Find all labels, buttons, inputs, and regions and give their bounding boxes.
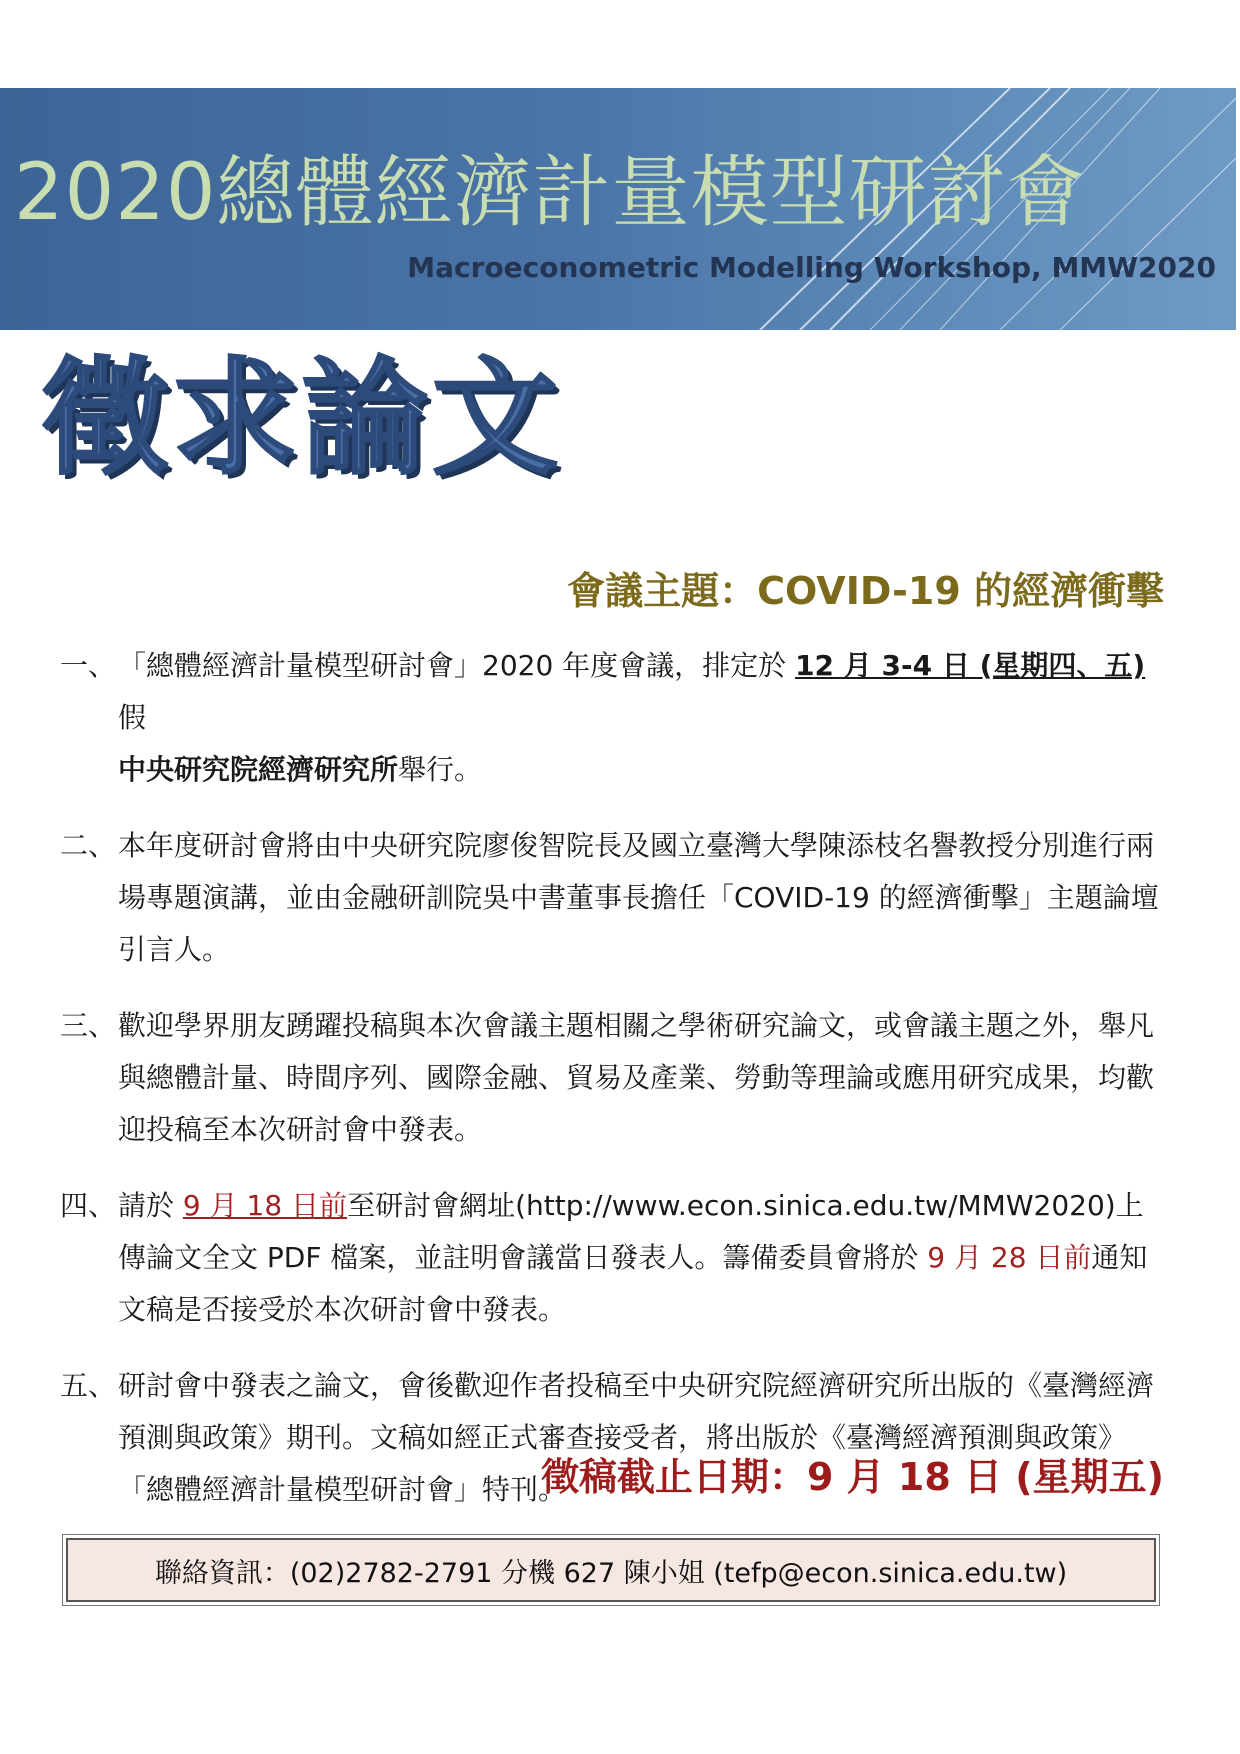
contact-info-box xyxy=(66,1538,1156,1602)
deadline-notice: 徵稿截止日期：9 月 18 日 (星期五) xyxy=(541,1455,1164,1499)
list-item xyxy=(60,1000,1166,1156)
item-text: 歡迎學界朋友踴躍投稿與本次會議主題相關之學術研究論文，或會議主題之外，舉凡與總體計量、時間序列、國際金融、貿易及產業、勞動等理論或應用研究成果，均歡迎投稿至本次研討會中發表。 xyxy=(118,1009,1155,1146)
item-text: 舉行。 xyxy=(398,753,483,786)
item-number: 四、 xyxy=(60,1189,117,1222)
announcement-list xyxy=(60,640,1166,1540)
banner-subtitle: Macroeconometric Modelling Workshop, MMW2020 xyxy=(407,251,1216,284)
notification-date: 9 月 28 日前 xyxy=(927,1241,1092,1274)
banner-title: 2020總體經濟計量模型研討會 xyxy=(14,148,1086,238)
meeting-date: 12 月 3-4 日 (星期四、五) xyxy=(795,649,1146,682)
header-banner xyxy=(0,88,1236,330)
item-text: 至研討會網址(http://www.econ.sinica.edu.tw/MMW2020)上傳論文全文 PDF 檔案，並註明會議當日發表人。籌備委員會將於 xyxy=(118,1189,1144,1274)
list-item xyxy=(60,640,1166,796)
call-for-papers-heading: 徵求論文 xyxy=(42,345,562,492)
item-text: 「總體經濟計量模型研討會」2020 年度會議，排定於 xyxy=(118,649,796,682)
item-number: 三、 xyxy=(60,1009,117,1042)
item-text: 請於 xyxy=(118,1189,183,1222)
submission-deadline: 9 月 18 日前 xyxy=(182,1189,348,1222)
list-item xyxy=(60,820,1166,976)
item-text: 研討會中發表之論文，會後歡迎作者投稿至中央研究院經濟研究所出版的《臺灣經濟預測與政策》期刊。文稿如經正式審查接受者，將出版於《臺灣經濟預測與政策》「總體經濟計量模型研討會」特刊。 xyxy=(118,1369,1155,1506)
item-text: 假 xyxy=(118,701,147,734)
conference-theme: 會議主題：COVID-19 的經濟衝擊 xyxy=(567,569,1164,613)
item-number: 五、 xyxy=(60,1369,117,1402)
item-text: 本年度研討會將由中央研究院廖俊智院長及國立臺灣大學陳添枝名譽教授分別進行兩場專題演講，並由金融研訓院吳中書董事長擔任「COVID-19 的經濟衝擊」主題論壇引言人。 xyxy=(118,829,1159,966)
venue: 中央研究院經濟研究所 xyxy=(118,753,399,786)
list-item xyxy=(60,1180,1166,1336)
item-number: 二、 xyxy=(60,829,117,862)
item-text: 通知文稿是否接受於本次研討會中發表。 xyxy=(118,1241,1148,1326)
contact-info: 聯絡資訊：(02)2782-2791 分機 627 陳小姐 (tefp@econ.sinica.edu.tw) xyxy=(154,1557,1068,1589)
item-number: 一、 xyxy=(60,649,117,682)
